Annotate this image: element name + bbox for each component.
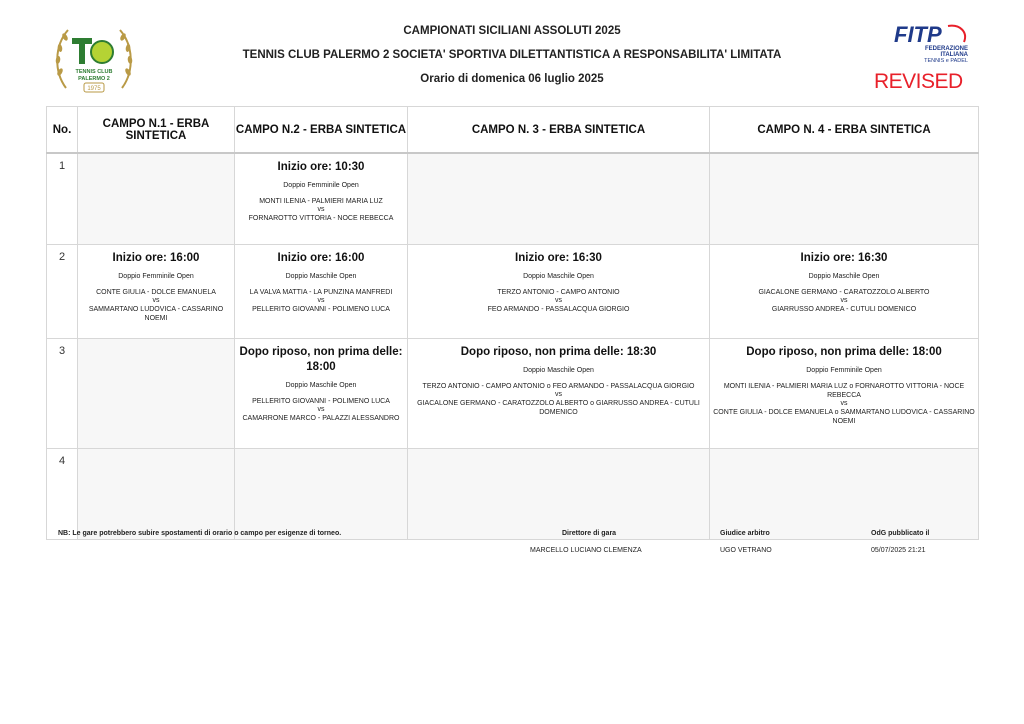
row-number: 4 <box>47 449 78 540</box>
match-cell-empty <box>710 153 979 245</box>
match-start-time: Inizio ore: 16:30 <box>800 252 888 264</box>
match-cell-empty <box>78 449 235 540</box>
table-row <box>47 245 979 339</box>
director-label: Direttore di gara <box>562 530 617 537</box>
match-cell <box>710 245 979 339</box>
versus: vs <box>152 297 160 304</box>
published-label: OdG pubblicato il <box>871 530 930 537</box>
match-cell <box>235 339 408 449</box>
team-b: PELLERITO GIOVANNI - POLIMENO LUCA <box>252 306 390 313</box>
versus: vs <box>317 406 325 413</box>
match-cell-empty <box>78 153 235 245</box>
versus: vs <box>840 297 848 304</box>
team-a: CONTE GIULIA - DOLCE EMANUELA <box>96 289 216 296</box>
versus: vs <box>840 400 848 407</box>
match-cell <box>78 245 235 339</box>
row-number: 1 <box>47 153 78 245</box>
col-header-no: No. <box>47 107 78 154</box>
referee-value: UGO VETRANO <box>720 547 772 554</box>
match-cell <box>235 245 408 339</box>
table-row <box>47 449 979 540</box>
team-b: GIARRUSSO ANDREA - CUTULI DOMENICO <box>771 306 917 313</box>
col-header-court-4: CAMPO N. 4 - ERBA SINTETICA <box>710 107 979 154</box>
header-row <box>47 107 979 154</box>
match-cell <box>408 339 710 449</box>
match-event: Doppio Maschile Open <box>523 273 594 280</box>
schedule-date: Orario di domenica 06 luglio 2025 <box>420 73 604 85</box>
team-a: TERZO ANTONIO - CAMPO ANTONIO <box>497 289 620 296</box>
col-header-court-2: CAMPO N.2 - ERBA SINTETICA <box>235 107 408 154</box>
match-cell <box>710 339 979 449</box>
referee-label: Giudice arbitro <box>720 530 770 537</box>
match-cell-empty <box>710 449 979 540</box>
svg-text:FITP: FITP <box>894 22 942 47</box>
team-b: FEO ARMANDO - PASSALACQUA GIORGIO <box>487 306 630 313</box>
team-a: MONTI ILENIA - PALMIERI MARIA LUZ <box>259 198 383 205</box>
row-number: 3 <box>47 339 78 449</box>
team-b: SAMMARTANO LUDOVICA - CASSARINO NOEMI <box>88 306 224 322</box>
team-a: GIACALONE GERMANO - CARATOZZOLO ALBERTO <box>758 289 930 296</box>
svg-text:TENNIS CLUB: TENNIS CLUB <box>75 69 113 75</box>
team-b: CONTE GIULIA - DOLCE EMANUELA o SAMMARTANO LUDOVICA - CASSARINO NOEMI <box>713 409 975 425</box>
team-b: CAMARRONE MARCO - PALAZZI ALESSANDRO <box>242 415 400 422</box>
match-event: Doppio Maschile Open <box>285 273 357 280</box>
match-start-time: Inizio ore: 16:00 <box>277 252 365 264</box>
director-value: MARCELLO LUCIANO CLEMENZA <box>530 547 642 554</box>
match-start-time: Inizio ore: 10:30 <box>277 161 365 173</box>
svg-text:1975: 1975 <box>87 86 101 92</box>
team-a: PELLERITO GIOVANNI - POLIMENO LUCA <box>252 398 390 405</box>
match-event: Doppio Femminile Open <box>283 182 359 189</box>
match-event: Doppio Maschile Open <box>808 273 880 280</box>
schedule-table <box>46 106 979 540</box>
team-a: MONTI ILENIA - PALMIERI MARIA LUZ o FORNAROTTO VITTORIA - NOCE REBECCA <box>723 383 965 399</box>
team-a: TERZO ANTONIO - CAMPO ANTONIO o FEO ARMANDO - PASSALACQUA GIORGIO <box>422 383 695 390</box>
versus: vs <box>555 391 562 398</box>
match-start-time: Dopo riposo, non prima delle: 18:00 <box>746 346 942 358</box>
match-cell <box>235 153 408 245</box>
match-cell-empty <box>78 339 235 449</box>
match-cell-empty <box>408 449 710 540</box>
versus: vs <box>317 206 325 213</box>
svg-text:ITALIANA: ITALIANA <box>940 52 968 58</box>
team-b: GIACALONE GERMANO - CARATOZZOLO ALBERTO o GIARRUSSO ANDREA - CUTULI DOMENICO <box>417 400 700 416</box>
footer-note: NB: Le gare potrebbero subire spostamenti di orario o campo per esigenze di torneo. <box>58 530 342 537</box>
team-b: FORNAROTTO VITTORIA - NOCE REBECCA <box>248 215 394 222</box>
club-name: TENNIS CLUB PALERMO 2 SOCIETA' SPORTIVA DILETTANTISTICA A RESPONSABILITA' LIMITATA <box>242 49 782 61</box>
svg-text:TENNIS e PADEL: TENNIS e PADEL <box>924 58 968 64</box>
col-header-court-1: CAMPO N.1 - ERBA SINTETICA <box>78 107 235 154</box>
match-event: Doppio Maschile Open <box>523 367 594 374</box>
revised-label: REVISED <box>874 70 963 93</box>
published-value: 05/07/2025 21:21 <box>871 547 926 554</box>
match-cell <box>408 245 710 339</box>
championship-title: CAMPIONATI SICILIANI ASSOLUTI 2025 <box>403 25 621 37</box>
match-cell-empty <box>235 449 408 540</box>
table-row <box>47 153 979 245</box>
match-event: Doppio Femminile Open <box>118 273 194 280</box>
match-event: Doppio Maschile Open <box>285 382 357 389</box>
row-number: 2 <box>47 245 78 339</box>
match-start-time: Dopo riposo, non prima delle: 18:00 <box>239 346 403 373</box>
svg-text:PALERMO 2: PALERMO 2 <box>78 76 110 82</box>
match-event: Doppio Femminile Open <box>806 367 882 374</box>
match-start-time: Dopo riposo, non prima delle: 18:30 <box>460 346 657 358</box>
versus: vs <box>317 297 325 304</box>
team-a: LA VALVA MATTIA - LA PUNZINA MANFREDI <box>249 289 393 296</box>
versus: vs <box>555 297 562 304</box>
col-header-court-3: CAMPO N. 3 - ERBA SINTETICA <box>408 107 710 154</box>
page-header <box>0 0 1024 100</box>
table-row <box>47 339 979 449</box>
match-cell-empty <box>408 153 710 245</box>
svg-text:FEDERAZIONE: FEDERAZIONE <box>924 46 968 52</box>
match-start-time: Inizio ore: 16:30 <box>515 252 602 264</box>
match-start-time: Inizio ore: 16:00 <box>112 252 200 264</box>
